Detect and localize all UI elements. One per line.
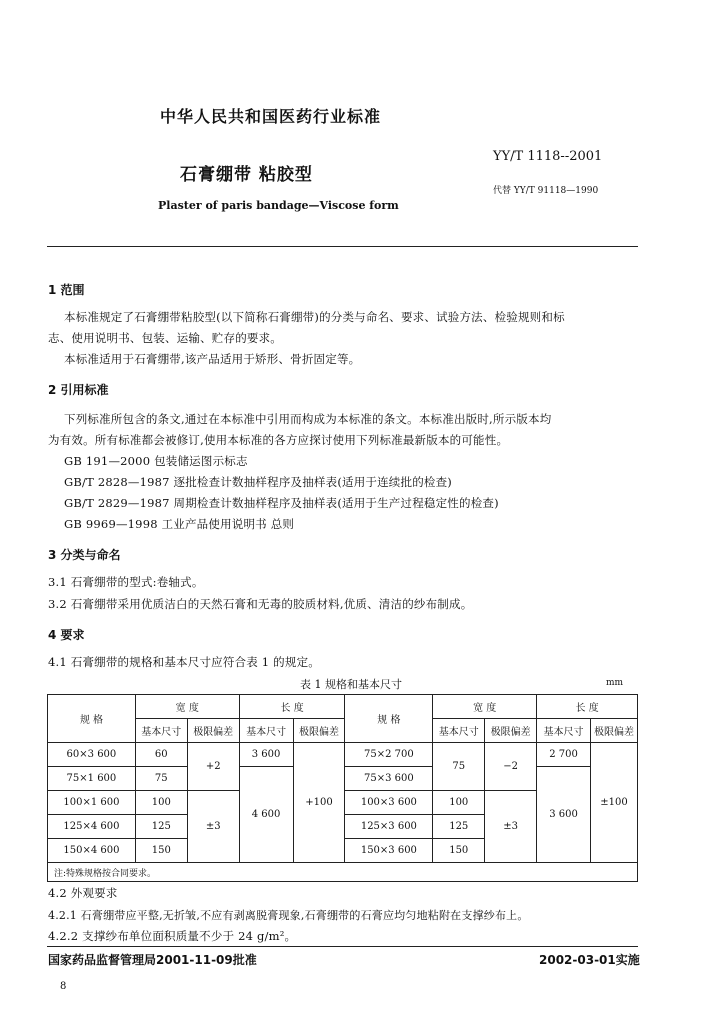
width-cell: 60: [135, 743, 187, 767]
standard-code: YY/T 1118--2001: [493, 149, 603, 164]
header-tol: 极限偏差: [485, 719, 537, 743]
section-2-para-1b: 为有效。所有标准都会被修订,使用本标准的各方应探讨使用下列标准最新版本的可能性。: [48, 433, 509, 447]
section-1-para-2: 本标准适用于石膏绷带,该产品适用于矫形、骨折固定等。: [64, 352, 361, 366]
section-1-heading: 1 范围: [48, 283, 85, 297]
width-tol-cell: ±3: [485, 791, 537, 863]
clause-4-2-heading: 4.2 外观要求: [48, 886, 118, 900]
table-row: [48, 743, 638, 767]
spec-cell: 125×3 600: [345, 815, 433, 839]
width-cell: 100: [135, 791, 187, 815]
spec-cell: 100×1 600: [48, 791, 136, 815]
page-number: 8: [60, 981, 67, 992]
header-spec: 规 格: [48, 695, 136, 743]
length-cell: 4 600: [239, 767, 293, 863]
width-cell: 150: [433, 839, 485, 863]
header-width: 宽 度: [433, 695, 537, 719]
header-length: 长 度: [239, 695, 345, 719]
document-title-en: Plaster of paris bandage—Viscose form: [158, 199, 399, 212]
spec-cell: 100×3 600: [345, 791, 433, 815]
reference-item: GB/T 2828—1987 逐批检查计数抽样程序及抽样表(适用于连续批的检查): [64, 475, 452, 489]
table-unit: mm: [606, 678, 624, 688]
spec-table: [47, 694, 638, 882]
width-cell: 75: [135, 767, 187, 791]
replaces-standard: 代替 YY/T 91118—1990: [493, 186, 599, 196]
header-basic: 基本尺寸: [537, 719, 591, 743]
table-note-row: [48, 863, 638, 882]
length-cell: 2 700: [537, 743, 591, 767]
clause-3-2: 3.2 石膏绷带采用优质洁白的天然石膏和无毒的胶质材料,优质、清洁的纱布制成。: [48, 597, 473, 611]
table-header-row: [48, 695, 638, 719]
header-tol: 极限偏差: [293, 719, 345, 743]
header-tol: 极限偏差: [187, 719, 239, 743]
width-cell: 150: [135, 839, 187, 863]
table-caption: 表 1 规格和基本尺寸: [300, 678, 402, 691]
width-cell: 75: [433, 743, 485, 791]
section-1-para-1b: 志、使用说明书、包装、运输、贮存的要求。: [48, 331, 282, 345]
header-length: 长 度: [537, 695, 638, 719]
section-4-heading: 4 要求: [48, 628, 85, 642]
clause-3-1: 3.1 石膏绷带的型式:卷轴式。: [48, 575, 204, 589]
width-tol-cell: +2: [187, 743, 239, 791]
header-basic: 基本尺寸: [135, 719, 187, 743]
clause-4-2-1: 4.2.1 石膏绷带应平整,无折皱,不应有剥离脱膏现象,石膏绷带的石膏应均匀地粘附在支撑纱布上。: [48, 909, 529, 922]
reference-item: GB 191—2000 包装储运图示标志: [64, 454, 248, 468]
width-tol-cell: ±3: [187, 791, 239, 863]
effective-date: 2002-03-01实施: [539, 953, 640, 967]
table-note: 注:特殊规格按合同要求。: [48, 863, 638, 882]
section-1-para-1a: 本标准规定了石膏绷带粘胶型(以下简称石膏绷带)的分类与命名、要求、试验方法、检验规则和标: [64, 310, 565, 324]
width-cell: 100: [433, 791, 485, 815]
header-spec: 规 格: [345, 695, 433, 743]
spec-cell: 125×4 600: [48, 815, 136, 839]
header-basic: 基本尺寸: [433, 719, 485, 743]
clause-4-2-2: 4.2.2 支撑纱布单位面积质量不少于 24 g/m²。: [48, 929, 297, 943]
reference-item: GB/T 2829—1987 周期检查计数抽样程序及抽样表(适用于生产过程稳定性的检查): [64, 496, 499, 510]
document-title-cn: 石膏绷带 粘胶型: [180, 165, 313, 185]
header-width: 宽 度: [135, 695, 239, 719]
header-basic: 基本尺寸: [239, 719, 293, 743]
width-cell: 125: [433, 815, 485, 839]
spec-cell: 150×4 600: [48, 839, 136, 863]
header-rule: [47, 246, 638, 247]
header-tol: 极限偏差: [590, 719, 637, 743]
standard-category-title: 中华人民共和国医药行业标准: [160, 107, 382, 126]
spec-cell: 75×3 600: [345, 767, 433, 791]
width-cell: 125: [135, 815, 187, 839]
length-tol-cell: +100: [293, 743, 345, 863]
section-3-heading: 3 分类与命名: [48, 548, 121, 562]
approval-statement: 国家药品监督管理局2001-11-09批准: [48, 953, 257, 967]
spec-cell: 150×3 600: [345, 839, 433, 863]
length-tol-cell: ±100: [590, 743, 637, 863]
table-subheader-row: [48, 719, 638, 743]
footer-rule: [47, 946, 638, 947]
reference-item: GB 9969—1998 工业产品使用说明书 总则: [64, 517, 295, 531]
length-cell: 3 600: [537, 767, 591, 863]
section-2-heading: 2 引用标准: [48, 383, 109, 397]
spec-cell: 75×1 600: [48, 767, 136, 791]
spec-cell: 60×3 600: [48, 743, 136, 767]
clause-4-1: 4.1 石膏绷带的规格和基本尺寸应符合表 1 的规定。: [48, 655, 320, 669]
spec-cell: 75×2 700: [345, 743, 433, 767]
section-2-para-1a: 下列标准所包含的条文,通过在本标准中引用而构成为本标准的条文。本标准出版时,所示版本均: [64, 412, 552, 426]
width-tol-cell: −2: [485, 743, 537, 791]
length-cell: 3 600: [239, 743, 293, 767]
